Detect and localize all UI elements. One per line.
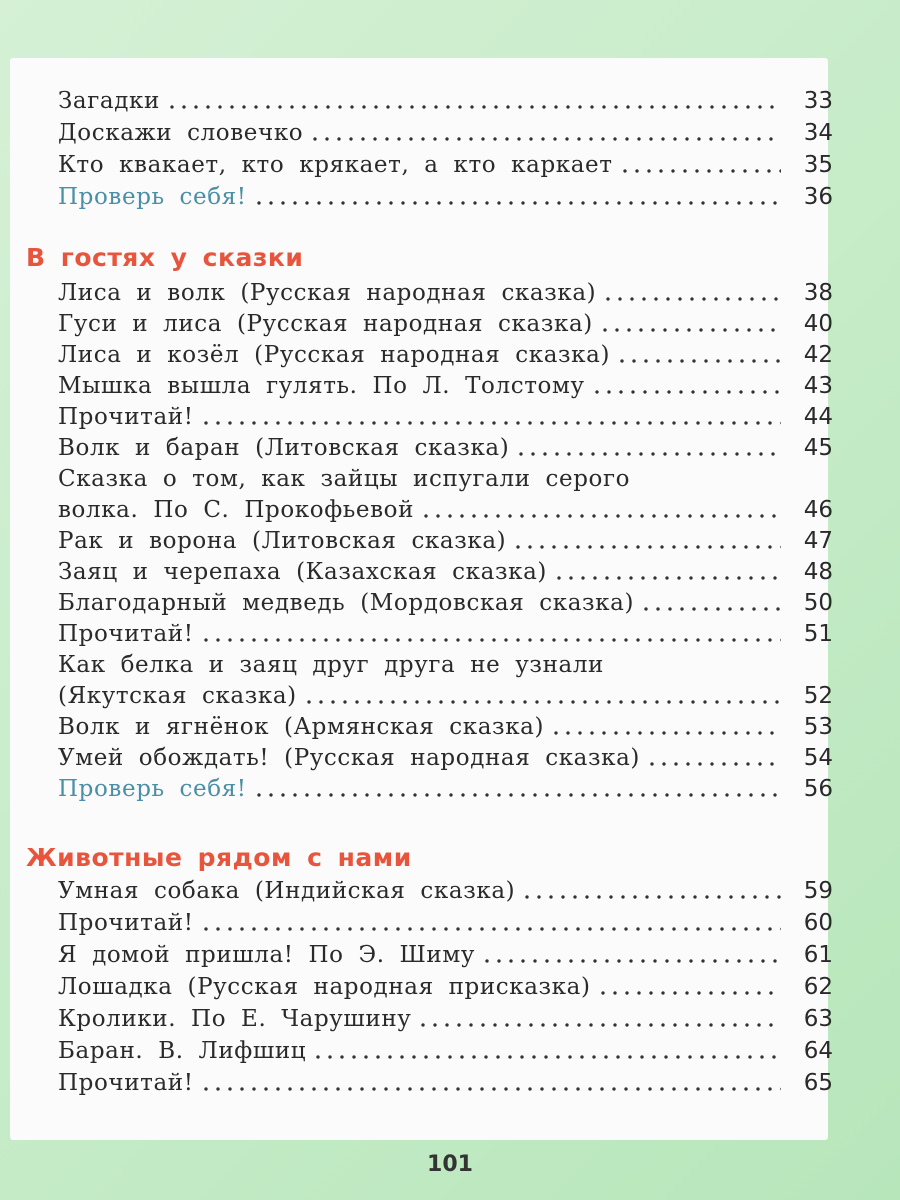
dot-leader [200, 1086, 781, 1092]
toc-entry[interactable] [58, 371, 833, 402]
toc-entry[interactable] [58, 972, 833, 1003]
dot-leader [303, 699, 781, 705]
toc-entry[interactable] [58, 908, 833, 939]
dot-leader [521, 894, 781, 900]
toc-entry[interactable] [58, 309, 833, 340]
toc-entry-title: Рак и ворона (Литовская сказка) [58, 528, 507, 554]
dot-leader [200, 420, 781, 426]
toc-entry-page: 36 [803, 184, 833, 210]
toc-entry-title: Волк и ягнёнок (Армянская сказка) [58, 714, 545, 740]
dot-leader [640, 606, 781, 612]
dot-leader [616, 358, 781, 364]
toc-entry-title: Благодарный медведь (Мордовская сказка) [58, 590, 635, 616]
toc-entry-title: Кто квакает, кто крякает, а кто каркает [58, 152, 613, 178]
toc-entry-page: 50 [803, 590, 833, 616]
toc-entry[interactable] [58, 940, 833, 971]
dot-leader [309, 136, 781, 142]
toc-entry-title: Доскажи словечко [58, 120, 304, 146]
toc-entry[interactable] [58, 619, 833, 650]
toc-entry-page: 53 [803, 714, 833, 740]
dot-leader [619, 168, 781, 174]
toc-entry[interactable] [58, 1068, 833, 1099]
toc-entry-line[interactable] [58, 464, 833, 495]
dot-leader [512, 544, 781, 550]
toc-entry-page: 56 [803, 776, 833, 802]
dot-leader [481, 958, 781, 964]
toc-entry-title: Умная собака (Индийская сказка) [58, 878, 516, 904]
toc-entry-check-yourself[interactable] [58, 774, 833, 805]
toc-entry-title: Гуси и лиса (Русская народная сказка) [58, 311, 593, 337]
toc-entry[interactable] [58, 340, 833, 371]
page-sheet [10, 58, 833, 1140]
toc-entry[interactable] [58, 876, 833, 907]
toc-entry[interactable] [58, 588, 833, 619]
toc-entry[interactable] [58, 402, 833, 433]
toc-entry-page: 33 [803, 88, 833, 114]
toc-entry-title: Загадки [58, 88, 160, 114]
toc-entry-title: Проверь себя! [58, 184, 247, 210]
toc-entry-title: Волк и баран (Литовская сказка) [58, 435, 510, 461]
toc-entry-page: 60 [803, 910, 833, 936]
toc-entry-title: Проверь себя! [58, 776, 247, 802]
dot-leader [515, 451, 781, 457]
toc-entry-title: Я домой пришла! По Э. Шиму [58, 942, 475, 968]
toc-entry[interactable] [58, 118, 833, 149]
toc-entry-title: волка. По С. Прокофьевой [58, 497, 415, 523]
toc-entry[interactable] [58, 278, 833, 309]
toc-entry-page: 47 [803, 528, 833, 554]
section-title: В гостях у сказки [26, 243, 304, 272]
toc-entry-title: Умей обождать! (Русская народная сказка) [58, 745, 640, 771]
toc-entry-page: 65 [803, 1070, 833, 1096]
toc-entry-page: 61 [803, 942, 833, 968]
toc-entry-title: Баран. В. Лифшиц [58, 1038, 307, 1064]
toc-entry-page: 64 [803, 1038, 833, 1064]
dot-leader [166, 104, 781, 110]
toc-entry-page: 45 [803, 435, 833, 461]
dot-leader [597, 990, 781, 996]
page-number: 101 [427, 1152, 473, 1177]
dot-leader [253, 792, 781, 798]
dot-leader [591, 389, 781, 395]
toc-entry-title: Мышка вышла гулять. По Л. Толстому [58, 373, 585, 399]
toc-entry[interactable] [58, 557, 833, 588]
toc-entry-title: Прочитай! [58, 1070, 194, 1096]
toc-entry-page: 38 [803, 280, 833, 306]
toc-entry-title: Прочитай! [58, 910, 194, 936]
toc-entry-title: Лошадка (Русская народная присказка) [58, 974, 591, 1000]
dot-leader [312, 1054, 781, 1060]
toc-entry-page: 51 [803, 621, 833, 647]
toc-entry-page: 46 [803, 497, 833, 523]
toc-entry-title: Лиса и волк (Русская народная сказка) [58, 280, 597, 306]
section-title: Животные рядом с нами [26, 843, 412, 872]
toc-entry-page: 35 [803, 152, 833, 178]
toc-entry[interactable] [58, 743, 833, 774]
toc-entry[interactable] [58, 526, 833, 557]
dot-leader [602, 296, 781, 302]
toc-entry-page: 63 [803, 1006, 833, 1032]
dot-leader [200, 926, 781, 932]
toc-entry-title: Прочитай! [58, 621, 194, 647]
toc-entry[interactable] [58, 1004, 833, 1035]
dot-leader [646, 761, 781, 767]
dot-leader [550, 730, 781, 736]
toc-entry-page: 62 [803, 974, 833, 1000]
toc-entry-title: Заяц и черепаха (Казахская сказка) [58, 559, 547, 585]
toc-entry-page: 40 [803, 311, 833, 337]
toc-entry-page: 59 [803, 878, 833, 904]
toc-entry-title: Сказка о том, как зайцы испугали серого [58, 466, 631, 492]
toc-entry-page: 43 [803, 373, 833, 399]
toc-entry-title: Кролики. По Е. Чарушину [58, 1006, 412, 1032]
toc-entry-page: 54 [803, 745, 833, 771]
toc-entry-page: 52 [803, 683, 833, 709]
dot-leader [553, 575, 781, 581]
toc-entry[interactable] [58, 681, 833, 712]
toc-entry-page: 48 [803, 559, 833, 585]
toc-entry[interactable] [58, 495, 833, 526]
toc-entry[interactable] [58, 150, 833, 181]
toc-entry-title: (Якутская сказка) [58, 683, 297, 709]
toc-entry[interactable] [58, 712, 833, 743]
dot-leader [253, 200, 781, 206]
toc-entry-page: 44 [803, 404, 833, 430]
dot-leader [420, 513, 781, 519]
toc-entry-page: 42 [803, 342, 833, 368]
toc-entry-page: 34 [803, 120, 833, 146]
dot-leader [417, 1022, 781, 1028]
toc-entry[interactable] [58, 86, 833, 117]
toc-entry-title: Прочитай! [58, 404, 194, 430]
toc-entry[interactable] [58, 433, 833, 464]
toc-entry-title: Как белка и заяц друг друга не узнали [58, 652, 604, 678]
toc-entry-check-yourself[interactable] [58, 182, 833, 213]
dot-leader [599, 327, 781, 333]
toc-entry[interactable] [58, 1036, 833, 1067]
dot-leader [200, 637, 781, 643]
toc-entry-line[interactable] [58, 650, 833, 681]
toc-entry-title: Лиса и козёл (Русская народная сказка) [58, 342, 611, 368]
